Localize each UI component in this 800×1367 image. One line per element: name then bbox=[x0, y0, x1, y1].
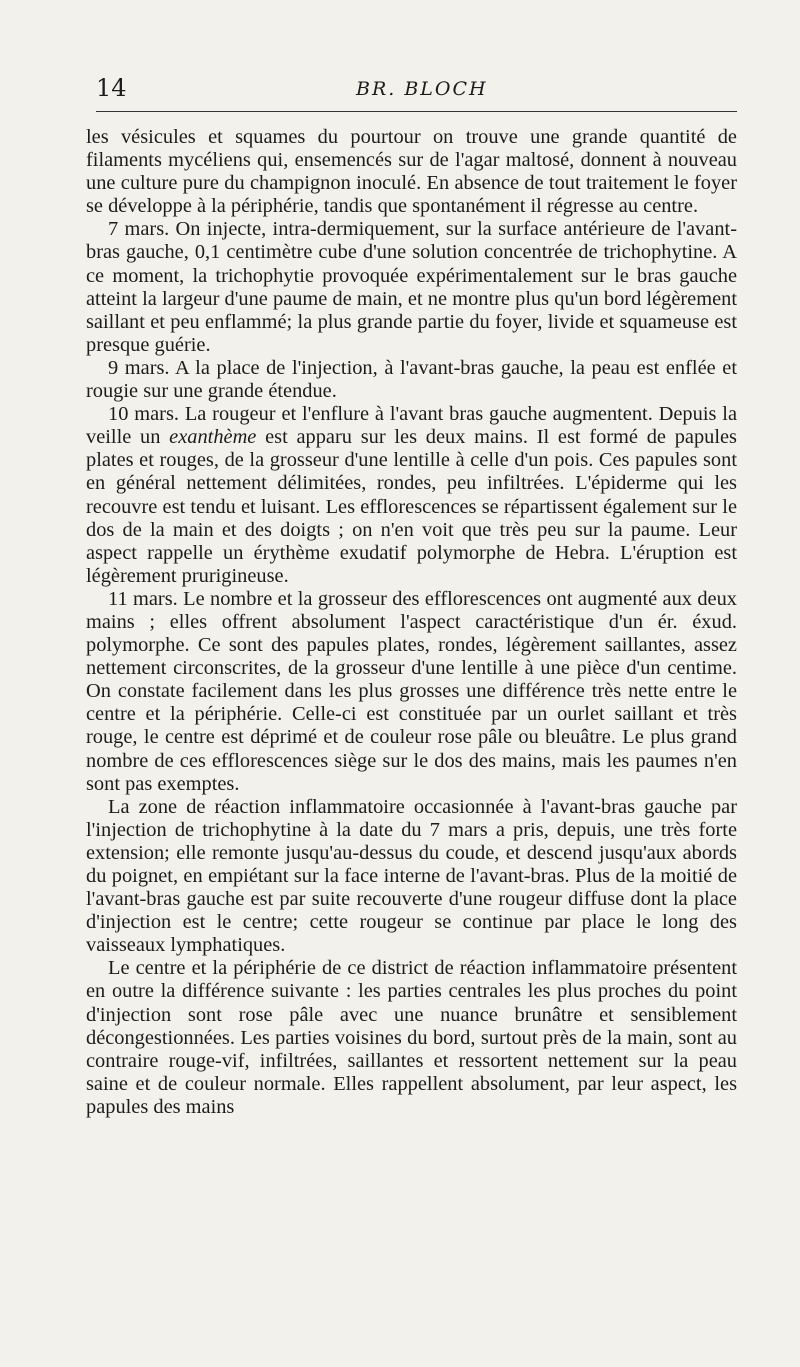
paragraph: les vésicules et squames du pourtour on trouve une grande quantité de filaments mycéliens qui, ensemencés sur de l'agar maltosé, donnent à nouveau une culture pure du champignon inoculé. En absence de tout traitement le foyer se développe à la périphérie, tandis que spontanément il régresse au centre. bbox=[86, 126, 737, 218]
paragraph: 7 mars. On injecte, intra-dermiquement, sur la surface antérieure de l'avant-bras gauche, 0,1 centimètre cube d'une solution concentrée de trichophytine. A ce moment, la trichophytie provoquée expérimentalement sur le bras gauche atteint la largeur d'une paume de main, et ne montre plus qu'un bord légèrement saillant et peu enflammé; la plus grande partie du foyer, livide et squameuse est presque guérie. bbox=[86, 218, 737, 356]
paragraph-text: 10 mars. La rougeur et l'enflure à l'avant bras gauche augmentent. Depuis la veille un bbox=[86, 403, 737, 449]
header-rule bbox=[96, 111, 737, 112]
paragraph-text: est apparu sur les deux mains. Il est formé de papules plates et rouges, de la grosseur d'une lentille à celle d'un pois. Ces papules sont en général nettement délimitées, rondes, peu infiltrées. L'épiderme qui les recouvre est tendu et luisant. Les efflorescences se répartissent également sur le dos de la main et des doigts ; on n'en voit que très peu sur la paume. Leur aspect rappelle un érythème exudatif polymorphe de Hebra. L'éruption est légèrement prurigineuse. bbox=[86, 426, 737, 587]
running-head: BR. BLOCH bbox=[356, 78, 488, 100]
body-text bbox=[86, 126, 737, 1119]
paragraph: Le centre et la périphérie de ce district de réaction inflammatoire présentent en outre la différence suivante : les parties centrales les plus proches du point d'injection sont rose pâle avec une nuance brunâtre et sensiblement décongestionnées. Les parties voisines du bord, surtout près de la main, sont au contraire rouge-vif, infiltrées, saillantes et ressortent nettement sur la peau saine et de couleur normale. Elles rappellent absolument, par leur aspect, les papules des mains bbox=[86, 957, 737, 1118]
paragraph bbox=[86, 403, 737, 588]
emphasized-term: exanthème bbox=[169, 426, 257, 449]
paragraph: La zone de réaction inflammatoire occasionnée à l'avant-bras gauche par l'injection de trichophytine à la date du 7 mars a pris, depuis, une très forte extension; elle remonte jusqu'au-dessus du coude, et descend jusqu'aux abords du poignet, en empiétant sur la face interne de l'avant-bras. Plus de la moitié de l'avant-bras gauche est par suite recouverte d'une rougeur diffuse dont la place d'injection est le centre; cette rougeur se continue par place le long des vaisseaux lymphatiques. bbox=[86, 795, 737, 957]
paragraph: 9 mars. A la place de l'injection, à l'avant-bras gauche, la peau est enflée et rougie sur une grande étendue. bbox=[86, 356, 737, 403]
paragraph: 11 mars. Le nombre et la grosseur des efflorescences ont augmenté aux deux mains ; elles offrent absolument l'aspect caractéristique d'un ér. éxud. polymorphe. Ce sont des papules plates, rondes, légèrement saillantes, assez nettement circonscrites, de la grosseur d'une lentille à une pièce d'un centime. On constate facilement dans les plus grosses une différence très nette entre le centre et la périphérie. Celle-ci est constituée par un ourlet saillant et très rouge, le centre est déprimé et de couleur rose pâle ou bleuâtre. Le plus grand nombre de ces efflorescences siège sur le dos des mains, mais les paumes n'en sont pas exemptes. bbox=[86, 587, 737, 795]
page-number: 14 bbox=[96, 74, 127, 102]
